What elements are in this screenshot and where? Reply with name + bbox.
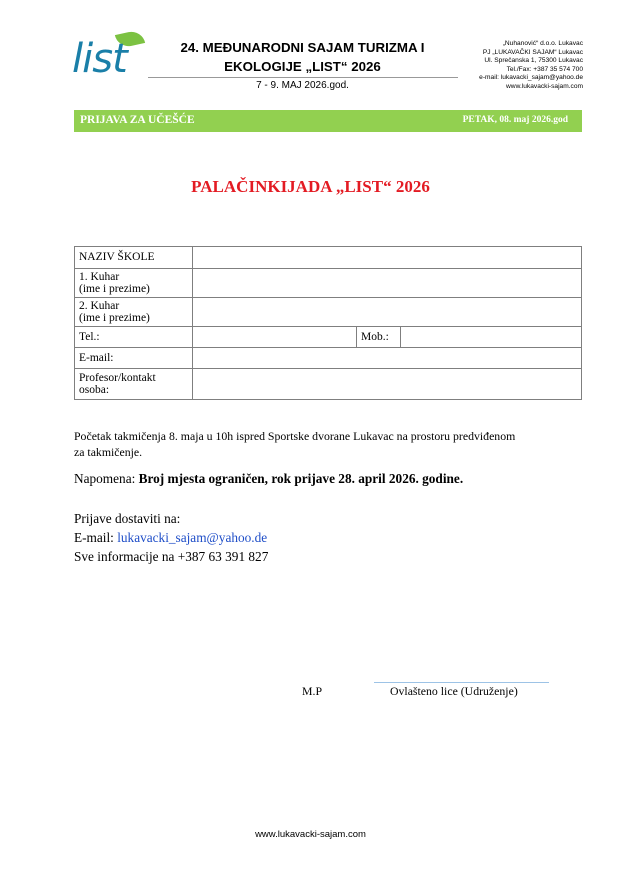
cook1-label-line1: 1. Kuhar [79,270,120,283]
application-label: PRIJAVA ZA UČEŠĆE [80,114,195,126]
school-field[interactable] [193,247,582,269]
form-row-cook2 [75,298,582,327]
contact-person-label [75,369,193,400]
contact-label-line2: osoba: [79,384,110,396]
mob-label: Mob.: [357,327,401,348]
logo-text: list [72,36,127,82]
email-label: E-mail: [75,348,193,369]
company-line: Ul. Sprečanska 1, 75300 Lukavac [484,57,583,65]
form-row-contact [75,369,582,400]
company-line: „Nuhanović“ d.o.o. Lukavac [502,40,583,47]
competition-info-line2: za takmičenje. [74,445,143,459]
company-line: Tel./Fax: +387 35 574 700 [506,65,583,73]
mob-field[interactable] [401,327,582,348]
note [74,471,463,487]
application-bar [74,110,582,132]
contact-label-line1: Profesor/kontakt [79,371,156,384]
stamp-label: M.P [302,684,322,698]
fair-title-line2: EKOLOGIJE „LIST“ 2026 [224,59,381,74]
title-divider [148,77,458,78]
form-row-email [75,348,582,369]
company-email: e-mail: lukavacki_sajam@yahoo.de [479,74,583,82]
form-row-school [75,247,582,269]
company-website: www.lukavacki-sajam.com [506,82,583,90]
contact-block [74,509,268,566]
footer-website[interactable]: www.lukavacki-sajam.com [255,829,366,840]
email-line-label: E-mail: [74,530,118,545]
event-date: PETAK, 08. maj 2026.god [462,115,568,125]
contact-person-field[interactable] [193,369,582,400]
cook2-label [75,298,193,327]
form-row-phone [75,327,582,348]
tel-field[interactable] [193,327,357,348]
info-phone: Sve informacije na +387 63 391 827 [74,549,269,564]
cook1-field[interactable] [193,269,582,298]
submit-heading: Prijave dostaviti na: [74,511,181,526]
email-line [74,528,268,547]
company-line: PJ „LUKAVAČKI SAJAM“ Lukavac [482,48,583,56]
tel-label: Tel.: [75,327,193,348]
application-form [74,246,582,400]
cook1-label-line2: (ime i prezime) [79,283,150,295]
signer-label: Ovlašteno lice (Udruženje) [390,684,518,698]
signature-line [374,682,549,683]
school-label: NAZIV ŠKOLE [75,247,193,269]
competition-info [74,428,564,460]
fair-title-line1: 24. MEĐUNARODNI SAJAM TURIZMA I [180,40,425,55]
email-field[interactable] [193,348,582,369]
fair-dates: 7 - 9. MAJ 2026.god. [256,80,349,91]
list-logo [72,30,150,86]
cook2-field[interactable] [193,298,582,327]
email-link[interactable]: lukavacki_sajam@yahoo.de [117,530,268,545]
company-info [479,40,583,92]
form-row-cook1 [75,269,582,298]
note-text: Broj mjesta ograničen, rok prijave 28. april 2026. godine. [138,471,464,486]
cook2-label-line2: (ime i prezime) [79,312,150,324]
cook2-label-line1: 2. Kuhar [79,299,120,312]
note-label: Napomena: [74,471,139,486]
event-title: PALAČINKIJADA „LIST“ 2026 [191,177,430,196]
cook1-label [75,269,193,298]
fair-title [150,38,455,76]
competition-info-line1: Početak takmičenja 8. maja u 10h ispred Sportske dvorane Lukavac na prostoru predviđenom [74,429,516,443]
